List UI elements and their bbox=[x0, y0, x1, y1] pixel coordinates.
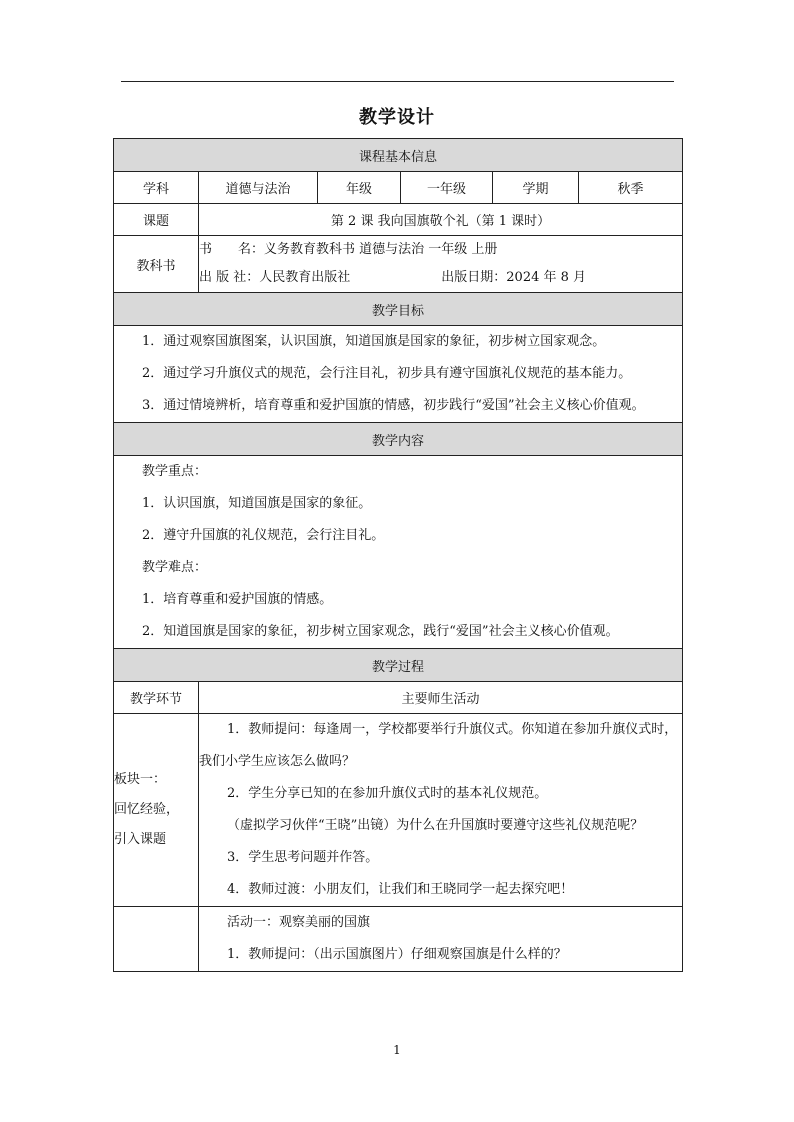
document-title: 教学设计 bbox=[359, 107, 435, 128]
key-point-item: 1．认识国旗，知道国旗是国家的象征。 bbox=[142, 496, 372, 511]
textbook-details bbox=[199, 236, 683, 293]
section-objectives: 教学目标 bbox=[114, 293, 683, 326]
publisher-line bbox=[199, 264, 682, 292]
block1-activities bbox=[199, 714, 683, 907]
activity-item: （虚拟学习伙伴“王晓”出镜）为什么在升国旗时要遵守这些礼仪规范呢？ bbox=[227, 818, 644, 833]
section-process: 教学过程 bbox=[114, 649, 683, 682]
lesson-plan-table bbox=[113, 138, 683, 972]
term-label: 学期 bbox=[493, 172, 579, 204]
activity-item: 1．教师提问：每逢周一，学校都要举行升旗仪式。你知道在参加升旗仪式时，我们小学生应该怎么做吗？ bbox=[199, 722, 678, 769]
objectives-cell bbox=[114, 326, 683, 423]
block2-activities bbox=[199, 907, 683, 972]
pub-date-label: 出版日期： bbox=[441, 270, 507, 285]
activity-column-header: 主要师生活动 bbox=[199, 682, 683, 714]
textbook-label: 教科书 bbox=[114, 236, 199, 293]
block2-stage bbox=[114, 907, 199, 972]
grade-value: 一年级 bbox=[401, 172, 493, 204]
topic-value: 第 2 课 我向国旗敬个礼（第 1 课时） bbox=[199, 204, 683, 236]
block1-stage-line: 引入课题 bbox=[114, 832, 167, 847]
objective-item: 3．通过情境辨析，培育尊重和爱护国旗的情感，初步践行“爱国”社会主义核心价值观。 bbox=[142, 398, 645, 413]
stage-column-header: 教学环节 bbox=[114, 682, 199, 714]
topic-label: 课题 bbox=[114, 204, 199, 236]
content-cell bbox=[114, 456, 683, 649]
page-number: 1 bbox=[393, 1043, 401, 1057]
section-content: 教学内容 bbox=[114, 423, 683, 456]
book-name-value: 义务教育教科书 道德与法治 一年级 上册 bbox=[264, 242, 498, 257]
block1-stage-line: 回忆经验， bbox=[114, 802, 180, 817]
header-rule bbox=[121, 81, 674, 82]
subject-value: 道德与法治 bbox=[199, 172, 318, 204]
subject-label: 学科 bbox=[114, 172, 199, 204]
key-point-item: 2．遵守升国旗的礼仪规范，会行注目礼。 bbox=[142, 528, 385, 543]
block1-stage-line: 板块一： bbox=[114, 772, 167, 787]
pub-date-value: 2024 年 8 月 bbox=[506, 270, 587, 285]
publisher-label: 出 版 社： bbox=[199, 270, 260, 285]
difficult-point-item: 1．培育尊重和爱护国旗的情感。 bbox=[142, 592, 333, 607]
block1-stage bbox=[114, 714, 199, 907]
objective-item: 2．通过学习升旗仪式的规范，会行注目礼，初步具有遵守国旗礼仪规范的基本能力。 bbox=[142, 366, 632, 381]
section-basic-info: 课程基本信息 bbox=[114, 139, 683, 172]
grade-label: 年级 bbox=[318, 172, 401, 204]
activity-item: 1．教师提问：（出示国旗图片）仔细观察国旗是什么样的？ bbox=[227, 947, 567, 962]
book-name-line bbox=[199, 236, 682, 264]
book-name-label: 书 名： bbox=[199, 242, 265, 257]
key-points-label: 教学重点： bbox=[142, 464, 208, 479]
difficult-point-item: 2．知道国旗是国家的象征，初步树立国家观念，践行“爱国”社会主义核心价值观。 bbox=[142, 624, 619, 639]
activity-item: 2．学生分享已知的在参加升旗仪式时的基本礼仪规范。 bbox=[227, 786, 548, 801]
objective-item: 1．通过观察国旗图案，认识国旗，知道国旗是国家的象征，初步树立国家观念。 bbox=[142, 334, 606, 349]
activity-item: 活动一：观察美丽的国旗 bbox=[227, 915, 371, 930]
activity-item: 4．教师过渡：小朋友们，让我们和王晓同学一起去探究吧！ bbox=[227, 882, 574, 897]
activity-item: 3．学生思考问题并作答。 bbox=[227, 850, 379, 865]
publisher-value: 人民教育出版社 bbox=[259, 270, 351, 285]
difficult-points-label: 教学难点： bbox=[142, 560, 208, 575]
term-value: 秋季 bbox=[579, 172, 683, 204]
